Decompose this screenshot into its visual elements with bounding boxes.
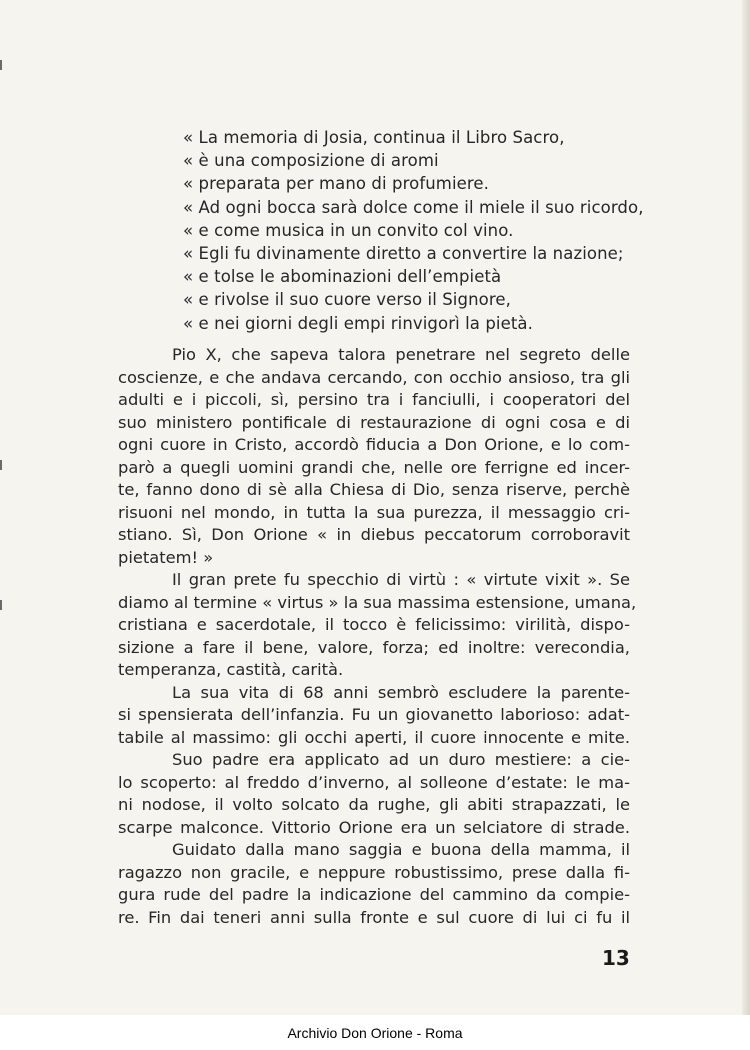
margin-mark: [0, 600, 2, 610]
page-edge-shadow: [742, 0, 750, 1015]
text-line: Guidato dalla mano saggia e buona della mamma, il: [172, 840, 630, 859]
paragraph-pio-x: [118, 344, 630, 569]
paragraph-father: [118, 749, 630, 839]
margin-mark: [0, 460, 2, 470]
quote-line: « e rivolse il suo cuore verso il Signore,: [183, 290, 511, 310]
text-line: sizione a fare il bene, valore, forza; ed inoltre: verecondia,: [118, 637, 630, 657]
text-line: temperanza, castità, carità.: [118, 660, 344, 679]
paragraph-mother: [118, 839, 630, 929]
text-line: Suo padre era applicato ad un duro mestiere: a cie-: [172, 750, 630, 769]
biblical-quote: [183, 126, 653, 335]
text-line: suo ministero pontificale di restaurazione di ogni cosa e di: [118, 412, 630, 432]
text-line: ragazzo non gracile, e neppure robustissimo, prese dalla fi-: [118, 862, 630, 882]
quote-line: « preparata per mano di profumiere.: [183, 174, 490, 194]
text-line: ogni cuore in Cristo, accordò fiducia a Don Orione, e lo com-: [118, 435, 630, 454]
text-line: pietatem! »: [118, 547, 214, 567]
text-line: Pio X, che sapeva talora penetrare nel segreto delle: [172, 345, 630, 364]
text-line: parò a quegli uomini grandi che, nelle ore ferrigne ed incer-: [118, 457, 630, 477]
text-line: te, fanno dono di sè alla Chiesa di Dio, senza riserve, perchè: [118, 480, 630, 499]
quote-line: « Egli fu divinamente diretto a convertire la nazione;: [183, 244, 624, 264]
paragraph-life: [118, 682, 630, 750]
text-line: adulti e i piccoli, sì, persino tra i fanciulli, i cooperatori del: [118, 390, 630, 409]
body-text: [118, 344, 637, 929]
paragraph-virtue: [118, 569, 637, 682]
text-line: Il gran prete fu specchio di virtù : « virtute vixit ». Se: [172, 570, 630, 589]
margin-mark: [0, 60, 2, 70]
quote-line: « La memoria di Josia, continua il Libro Sacro,: [183, 128, 565, 147]
text-line: ni nodose, il volto solcato da rughe, gli abiti strapazzati, le: [118, 795, 630, 814]
text-line: stiano. Sì, Don Orione « in diebus peccatorum corroboravit: [118, 525, 630, 544]
text-line: cristiana e sacerdotale, il tocco è felicissimo: virilità, dispo-: [118, 615, 630, 634]
text-line: gura rude del padre la indicazione del cammino da compie-: [118, 885, 630, 904]
text-line: tabile al massimo: gli occhi aperti, il cuore innocente e mite.: [118, 727, 630, 747]
text-line: coscienze, e che andava cercando, con occhio ansioso, tra gli: [118, 367, 630, 387]
archive-footer: Archivio Don Orione - Roma: [287, 1025, 463, 1041]
text-line: La sua vita di 68 anni sembrò escludere la parente-: [172, 682, 630, 702]
text-line: lo scoperto: al freddo d’inverno, al solleone d’estate: le ma-: [118, 772, 630, 792]
page-number: 13: [602, 946, 630, 970]
quote-line: « e nei giorni degli empi rinvigorì la pietà.: [183, 313, 533, 333]
text-line: scarpe malconce. Vittorio Orione era un selciatore di strade.: [118, 817, 630, 837]
text-line: diamo al termine « virtus » la sua massima estensione, umana,: [118, 592, 637, 612]
quote-line: « e tolse le abominazioni dell’empietà: [183, 267, 502, 287]
text-line: re. Fin dai teneri anni sulla fronte e sul cuore di lui ci fu il: [118, 907, 630, 927]
quote-line: « e come musica in un convito col vino.: [183, 220, 514, 240]
quote-line: « è una composizione di aromi: [183, 151, 439, 171]
text-line: si spensierata dell’infanzia. Fu un giovanetto laborioso: adat-: [118, 705, 630, 724]
text-line: risuoni nel mondo, in tutta la sua purezza, il messaggio cri-: [118, 502, 630, 522]
quote-line: « Ad ogni bocca sarà dolce come il miele il suo ricordo,: [183, 197, 644, 217]
